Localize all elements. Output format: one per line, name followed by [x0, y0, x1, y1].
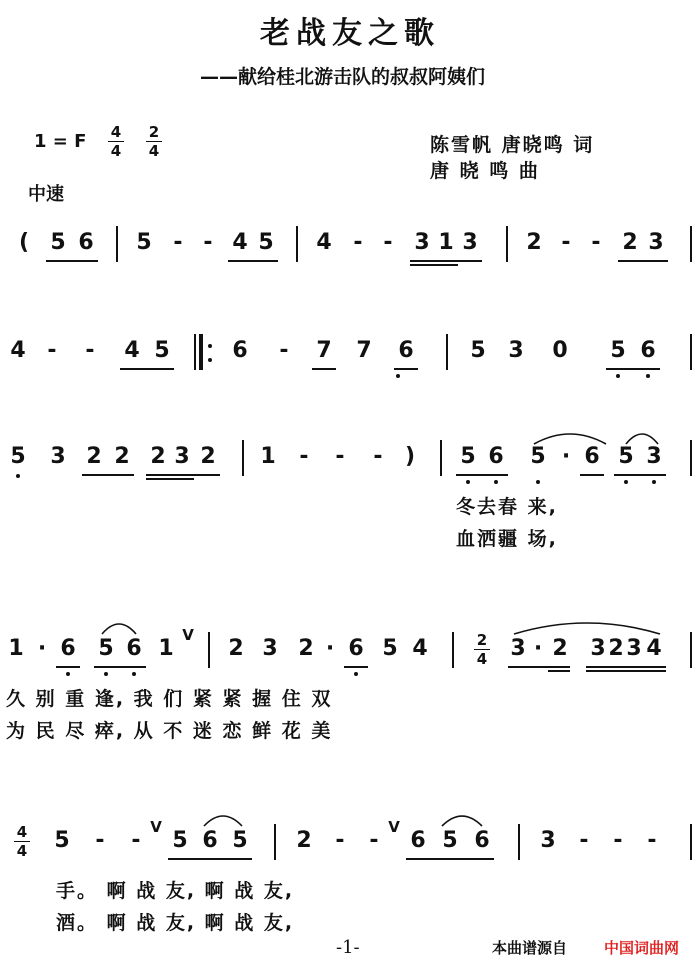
note: 2	[86, 444, 102, 469]
underline	[168, 858, 252, 860]
site-watermark[interactable]: 中国词曲网	[604, 939, 680, 957]
note: 3	[414, 230, 430, 255]
slur-mark	[98, 618, 140, 636]
note: 6	[60, 636, 76, 661]
score-row-2	[0, 338, 700, 398]
underline	[82, 474, 134, 476]
score-row-3	[0, 444, 700, 504]
underline	[434, 264, 458, 266]
note: 5	[136, 230, 152, 255]
time-sig-bottom: 4	[148, 142, 160, 160]
composer-credit: 唐 晓 鸣 曲	[430, 160, 540, 182]
note: 4	[412, 636, 428, 661]
note: -	[95, 828, 105, 853]
note: -	[335, 828, 345, 853]
key-signature: 1 = F	[34, 131, 87, 152]
note: )	[404, 444, 416, 469]
low-octave-dot	[104, 672, 108, 676]
underline	[228, 260, 278, 262]
time-sig-bottom: 4	[476, 650, 488, 668]
note: 6	[202, 828, 218, 853]
time-sig-top: 2	[148, 123, 160, 141]
note: -	[613, 828, 623, 853]
slur-mark	[622, 428, 662, 446]
barline	[274, 824, 276, 860]
low-octave-dot	[466, 480, 470, 484]
low-octave-dot	[616, 374, 620, 378]
note: 2	[608, 636, 624, 661]
note: 1	[158, 636, 174, 661]
breath-mark: V	[150, 818, 162, 836]
barline	[116, 226, 118, 262]
note: 3	[262, 636, 278, 661]
underline	[344, 666, 368, 668]
underline	[170, 478, 194, 480]
note: 5	[470, 338, 486, 363]
underline	[94, 666, 146, 668]
low-octave-dot	[396, 374, 400, 378]
underline	[46, 260, 98, 262]
note: -	[383, 230, 393, 255]
note: -	[131, 828, 141, 853]
time-signature-2-4	[474, 632, 490, 667]
underline	[406, 858, 494, 860]
note: -	[373, 444, 383, 469]
barline	[506, 226, 508, 262]
slur-mark	[200, 810, 246, 828]
note: 5	[172, 828, 188, 853]
repeat-barline-thick	[199, 334, 203, 370]
barline	[690, 440, 692, 476]
note: 4	[316, 230, 332, 255]
time-signature-4-4	[108, 124, 124, 159]
note: ·	[561, 444, 571, 469]
note: 6	[410, 828, 426, 853]
slur-mark	[438, 810, 486, 828]
note: 6	[398, 338, 414, 363]
low-octave-dot	[354, 672, 358, 676]
note: 1	[438, 230, 454, 255]
underline	[394, 368, 418, 370]
lyric-line: 久 别 重 逢, 我 们 紧 紧 握 住 双	[6, 688, 333, 710]
note: ·	[325, 636, 335, 661]
note: 3	[590, 636, 606, 661]
barline	[440, 440, 442, 476]
note: 5	[10, 444, 26, 469]
barline	[242, 440, 244, 476]
note: 4	[10, 338, 26, 363]
slur-mark	[510, 618, 664, 636]
note: 2	[526, 230, 542, 255]
note: 5	[382, 636, 398, 661]
note: 2	[150, 444, 166, 469]
underline	[548, 670, 570, 672]
note: -	[47, 338, 57, 363]
breath-mark: V	[182, 626, 194, 644]
note: 7	[316, 338, 332, 363]
underline	[508, 666, 570, 668]
note: 3	[648, 230, 664, 255]
underline	[410, 264, 434, 266]
low-octave-dot	[652, 480, 656, 484]
note: 6	[126, 636, 142, 661]
underline	[456, 474, 508, 476]
barline	[446, 334, 448, 370]
note: 5	[258, 230, 274, 255]
note: -	[369, 828, 379, 853]
note: 6	[474, 828, 490, 853]
note: 7	[356, 338, 372, 363]
note: 5	[442, 828, 458, 853]
repeat-dot	[208, 344, 212, 348]
note: 6	[78, 230, 94, 255]
note: -	[353, 230, 363, 255]
note: 3	[174, 444, 190, 469]
lyric-line: 血洒疆 场,	[456, 528, 558, 550]
underline	[146, 478, 170, 480]
note: 5	[154, 338, 170, 363]
note: -	[335, 444, 345, 469]
underline	[580, 474, 604, 476]
note: 6	[640, 338, 656, 363]
note: 5	[50, 230, 66, 255]
lyric-line: 冬去春 来,	[456, 496, 558, 518]
note: -	[85, 338, 95, 363]
time-sig-top: 4	[16, 823, 28, 841]
note: 6	[584, 444, 600, 469]
note: -	[591, 230, 601, 255]
barline	[296, 226, 298, 262]
breath-mark: V	[388, 818, 400, 836]
note: 5	[530, 444, 546, 469]
underline	[618, 260, 668, 262]
underline	[586, 666, 666, 668]
low-octave-dot	[494, 480, 498, 484]
low-octave-dot	[16, 474, 20, 478]
barline	[690, 334, 692, 370]
note: 1	[8, 636, 24, 661]
note: 6	[348, 636, 364, 661]
low-octave-dot	[646, 374, 650, 378]
note: -	[579, 828, 589, 853]
underline	[56, 666, 80, 668]
note: 3	[50, 444, 66, 469]
slur-mark	[530, 428, 610, 446]
underline	[120, 368, 174, 370]
time-sig-top: 4	[110, 123, 122, 141]
song-subtitle: ——献给桂北游击队的叔叔阿姨们	[200, 66, 486, 88]
underline	[586, 670, 666, 672]
barline	[518, 824, 520, 860]
note: 6	[488, 444, 504, 469]
time-signature-4-4	[14, 824, 30, 859]
note: 3	[462, 230, 478, 255]
repeat-barline	[194, 334, 196, 370]
note: -	[299, 444, 309, 469]
note: 3	[510, 636, 526, 661]
repeat-dot	[208, 358, 212, 362]
note: -	[561, 230, 571, 255]
source-label: 本曲谱源自	[492, 939, 568, 957]
note: -	[279, 338, 289, 363]
time-sig-bottom: 4	[16, 842, 28, 860]
underline	[312, 368, 336, 370]
note: 5	[98, 636, 114, 661]
note: 3	[508, 338, 524, 363]
note: 5	[460, 444, 476, 469]
underline	[606, 368, 660, 370]
low-octave-dot	[624, 480, 628, 484]
note: -	[647, 828, 657, 853]
note: (	[18, 230, 30, 255]
note: 3	[646, 444, 662, 469]
low-octave-dot	[132, 672, 136, 676]
note: 2	[622, 230, 638, 255]
note: 4	[124, 338, 140, 363]
underline	[614, 474, 666, 476]
score-row-1	[0, 230, 700, 290]
note: 1	[260, 444, 276, 469]
note: 6	[232, 338, 248, 363]
barline	[690, 226, 692, 262]
lyric-line: 酒。 啊 战 友, 啊 战 友,	[56, 912, 295, 934]
note: 5	[232, 828, 248, 853]
note: 0	[552, 338, 568, 363]
low-octave-dot	[536, 480, 540, 484]
time-sig-top: 2	[476, 631, 488, 649]
note: 5	[618, 444, 634, 469]
barline	[690, 632, 692, 668]
tempo-marking: 中速	[28, 184, 64, 205]
time-sig-bottom: 4	[110, 142, 122, 160]
lyric-line: 手。 啊 战 友, 啊 战 友,	[56, 880, 295, 902]
note: 4	[232, 230, 248, 255]
low-octave-dot	[66, 672, 70, 676]
note: -	[173, 230, 183, 255]
lyric-line: 为 民 尽 瘁, 从 不 迷 恋 鲜 花 美	[6, 720, 333, 742]
barline	[690, 824, 692, 860]
note: 2	[114, 444, 130, 469]
lyricist-credit: 陈雪帆 唐晓鸣 词	[430, 134, 595, 156]
underline	[410, 260, 482, 262]
note: 3	[540, 828, 556, 853]
note: ·	[37, 636, 47, 661]
time-signature-2-4	[146, 124, 162, 159]
note: 3	[626, 636, 642, 661]
note: 5	[610, 338, 626, 363]
note: 2	[200, 444, 216, 469]
note: ·	[533, 636, 543, 661]
note: 2	[298, 636, 314, 661]
note: 2	[296, 828, 312, 853]
note: 4	[646, 636, 662, 661]
note: -	[203, 230, 213, 255]
page-number: -1-	[336, 937, 360, 958]
barline	[208, 632, 210, 668]
barline	[452, 632, 454, 668]
song-title: 老战友之歌	[260, 16, 440, 51]
note: 2	[228, 636, 244, 661]
note: 2	[552, 636, 568, 661]
underline	[146, 474, 220, 476]
note: 5	[54, 828, 70, 853]
